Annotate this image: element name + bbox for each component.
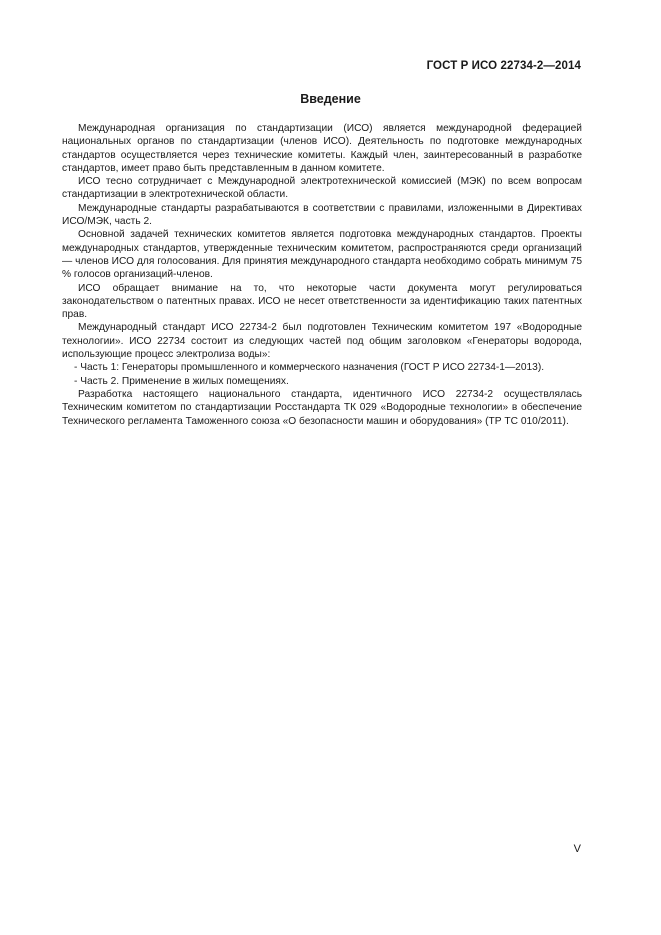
document-body (62, 122, 582, 428)
paragraph-patent-rights: ИСО обращает внимание на то, что некоторые части документа могут регулироваться законодательством о патентных правах. ИСО не несет ответственности за идентификацию таких патентных прав. (62, 282, 582, 321)
list-item-part-1: - Часть 1: Генераторы промышленного и коммерческого назначения (ГОСТ Р ИСО 22734-1—2013). (74, 362, 545, 374)
paragraph-standard-preparation: Международный стандарт ИСО 22734-2 был подготовлен Техническим комитетом 197 «Водородные технологии». ИСО 22734 состоит из следующих частей под общим заголовком «Генераторы водорода, использующие процесс электролиза воды»: (62, 322, 582, 361)
page-number: V (573, 843, 581, 855)
paragraph-iec-cooperation: ИСО тесно сотрудничает с Международной электротехнической комиссией (МЭК) по всем вопросам стандартизации в электротехнической области. (62, 176, 582, 201)
page-title: Введение (300, 92, 361, 106)
paragraph-directives: Международные стандарты разрабатываются в соответствии с правилами, изложенными в Директивах ИСО/МЭК, часть 2. (62, 202, 582, 228)
document-code: ГОСТ Р ИСО 22734-2—2014 (426, 60, 581, 72)
paragraph-national-development: Разработка настоящего национального стандарта, идентичного ИСО 22734-2 осуществлялась Техническим комитетом по стандартизации Росстандарта ТК 029 «Водородные технологии» в обеспечение Технического регламента Таможенного союза «О безопасности машин и оборудования» (ТР ТС 010/2011). (62, 388, 582, 427)
paragraph-iso-organization: Международная организация по стандартизации (ИСО) является международной федерацией национальных органов по стандартизации (членов ИСО). Деятельность по подготовке международных стандартов осуществляется через технические комитеты. Каждый член, заинтересованный в разработке стандартов, имеет право быть представленным в данном комитете. (62, 123, 582, 174)
list-item-part-2: - Часть 2. Применение в жилых помещениях. (74, 375, 289, 387)
paragraph-technical-committees: Основной задачей технических комитетов является подготовка международных стандартов. Проекты международных стандартов, утвержденные техническим комитетом, распространяются среди организаций — членов ИСО для голосования. Для принятия международного стандарта необходимо собрать минимум 75 % голосов организаций-членов. (62, 229, 582, 281)
